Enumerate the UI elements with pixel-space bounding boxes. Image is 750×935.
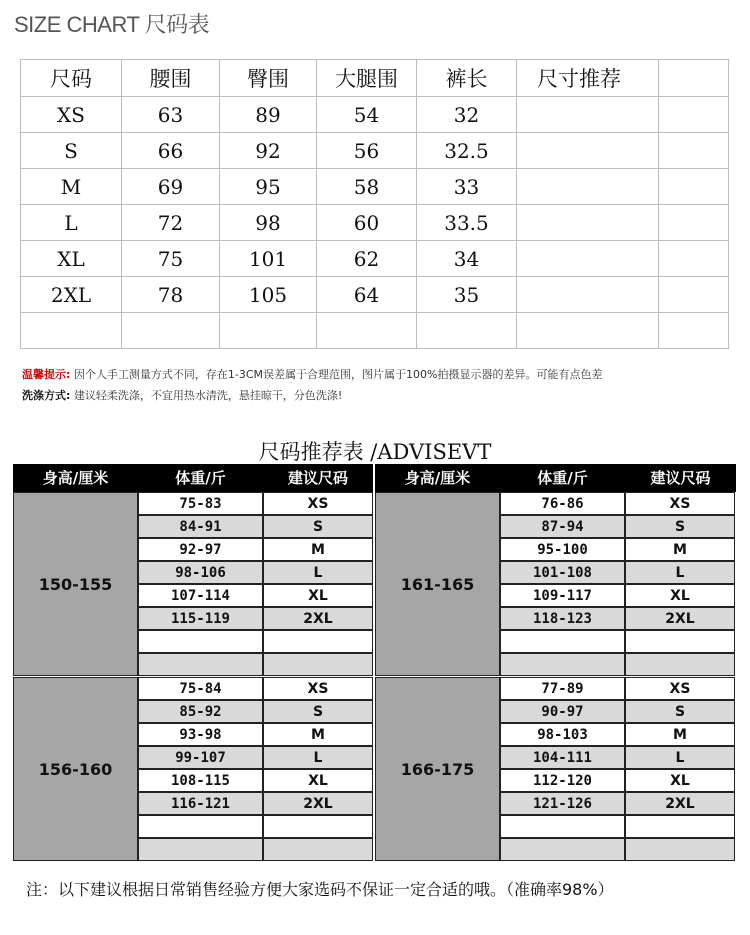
- table-cell: 32: [417, 97, 517, 133]
- size-cell: [263, 630, 373, 653]
- recommend-row: [138, 515, 373, 538]
- size-cell: [625, 653, 735, 676]
- recommend-grid: [13, 464, 736, 862]
- table-cell: [517, 97, 659, 133]
- recommend-row: [138, 492, 373, 515]
- table-cell: 54: [317, 97, 417, 133]
- size-cell: 2XL: [263, 792, 373, 815]
- weight-cell: 90-97: [500, 700, 625, 723]
- table-cell: 33.5: [417, 205, 517, 241]
- table-row: [21, 133, 729, 169]
- table-cell: L: [21, 205, 122, 241]
- table-cell: 66: [122, 133, 220, 169]
- weight-cell: 77-89: [500, 677, 625, 700]
- height-range-cell: 150-155: [13, 492, 138, 676]
- size-cell: XL: [263, 584, 373, 607]
- height-range-cell: 161-165: [375, 492, 500, 676]
- table-cell: 98: [220, 205, 317, 241]
- header-cell: 大腿围: [317, 60, 417, 97]
- recommend-row: [500, 792, 735, 815]
- recommend-row: [500, 700, 735, 723]
- recommend-row: [138, 815, 373, 838]
- size-chart-table: [20, 59, 729, 349]
- recommend-row: [500, 607, 735, 630]
- table-cell: 64: [317, 277, 417, 313]
- page-title: SIZE CHART 尺码表: [14, 12, 210, 37]
- wash-label: 洗涤方式:: [22, 389, 71, 402]
- table-cell: 78: [122, 277, 220, 313]
- recommend-row: [500, 630, 735, 653]
- header-cell: 腰围: [122, 60, 220, 97]
- size-cell: [625, 838, 735, 861]
- recommend-title: 尺码推荐表 /ADVISEVT: [258, 440, 492, 464]
- recommend-row: [138, 746, 373, 769]
- size-cell: XS: [263, 677, 373, 700]
- size-cell: XS: [625, 677, 735, 700]
- header-cell: 裤长: [417, 60, 517, 97]
- size-cell: L: [263, 746, 373, 769]
- table-cell: 62: [317, 241, 417, 277]
- table-cell: [659, 133, 729, 169]
- table-row-empty: [21, 313, 729, 349]
- size-cell: XL: [625, 769, 735, 792]
- recommend-row: [138, 584, 373, 607]
- recommend-row: [138, 538, 373, 561]
- header-cell: 尺寸推荐: [517, 60, 659, 97]
- weight-cell: 75-83: [138, 492, 263, 515]
- table-cell: S: [21, 133, 122, 169]
- recommend-row: [500, 838, 735, 861]
- weight-cell: [138, 815, 263, 838]
- table-cell: [659, 97, 729, 133]
- weight-cell: 108-115: [138, 769, 263, 792]
- recommend-row: [138, 630, 373, 653]
- recommend-row: [138, 792, 373, 815]
- table-cell: 2XL: [21, 277, 122, 313]
- recommend-row: [500, 492, 735, 515]
- table-cell: 75: [122, 241, 220, 277]
- recommend-row: [500, 769, 735, 792]
- recommend-row: [500, 677, 735, 700]
- recommend-row: [138, 769, 373, 792]
- header-cell: 尺码: [21, 60, 122, 97]
- table-cell: 58: [317, 169, 417, 205]
- footer-note: 注：以下建议根据日常销售经验方便大家选码不保证一定合适的哦。（准确率98%）: [26, 880, 614, 899]
- size-cell: M: [625, 538, 735, 561]
- table-row: [21, 205, 729, 241]
- weight-cell: 98-103: [500, 723, 625, 746]
- table-cell: 56: [317, 133, 417, 169]
- table-cell: [517, 205, 659, 241]
- weight-cell: [500, 630, 625, 653]
- table-row: [21, 277, 729, 313]
- table-cell: [659, 241, 729, 277]
- weight-cell: [138, 838, 263, 861]
- size-cell: L: [263, 561, 373, 584]
- header-size: 建议尺码: [263, 464, 373, 492]
- weight-cell: 118-123: [500, 607, 625, 630]
- table-row: [21, 241, 729, 277]
- tip-label: 温馨提示:: [22, 368, 71, 381]
- weight-cell: 104-111: [500, 746, 625, 769]
- table-cell: 95: [220, 169, 317, 205]
- table-cell: [517, 277, 659, 313]
- height-range-cell: 156-160: [13, 677, 138, 861]
- recommend-row: [500, 723, 735, 746]
- recommend-row: [500, 538, 735, 561]
- wash-text: 建议轻柔洗涤，不宜用热水清洗，悬挂晾干，分色洗涤!: [73, 389, 343, 402]
- table-cell: 60: [317, 205, 417, 241]
- header-height: 身高/厘米: [13, 464, 138, 492]
- recommend-row: [138, 561, 373, 584]
- recommend-row: [500, 515, 735, 538]
- header-cell: 臀围: [220, 60, 317, 97]
- recommend-row: [500, 653, 735, 676]
- table-cell: 35: [417, 277, 517, 313]
- recommend-row: [138, 653, 373, 676]
- weight-cell: 116-121: [138, 792, 263, 815]
- table-cell: 92: [220, 133, 317, 169]
- table-cell: [659, 277, 729, 313]
- size-cell: [263, 838, 373, 861]
- header-height: 身高/厘米: [375, 464, 500, 492]
- recommend-row: [138, 677, 373, 700]
- recommend-row: [500, 584, 735, 607]
- size-cell: S: [625, 515, 735, 538]
- table-cell: XL: [21, 241, 122, 277]
- header-weight: 体重/斤: [138, 464, 263, 492]
- size-cell: XS: [625, 492, 735, 515]
- height-range-cell: 166-175: [375, 677, 500, 861]
- table-cell: [659, 169, 729, 205]
- size-chart-header-row: [21, 60, 729, 97]
- size-cell: S: [263, 515, 373, 538]
- size-cell: [625, 630, 735, 653]
- table-cell: [659, 205, 729, 241]
- table-cell: 101: [220, 241, 317, 277]
- table-cell: [517, 241, 659, 277]
- recommend-row: [138, 723, 373, 746]
- recommend-row: [500, 815, 735, 838]
- table-cell: [517, 169, 659, 205]
- table-cell: 34: [417, 241, 517, 277]
- tip-text: 因个人手工测量方式不同，存在1-3CM误差属于合理范围，图片属于100%拍摄显示器的差异。可能有点色差: [73, 368, 603, 381]
- header-size: 建议尺码: [625, 464, 736, 492]
- weight-cell: 109-117: [500, 584, 625, 607]
- recommend-row: [500, 746, 735, 769]
- weight-cell: 98-106: [138, 561, 263, 584]
- table-cell: [517, 133, 659, 169]
- weight-cell: [138, 653, 263, 676]
- size-cell: M: [625, 723, 735, 746]
- size-cell: 2XL: [625, 792, 735, 815]
- wash-note: [22, 387, 342, 403]
- weight-cell: [138, 630, 263, 653]
- table-row: [21, 97, 729, 133]
- weight-cell: 121-126: [500, 792, 625, 815]
- weight-cell: 107-114: [138, 584, 263, 607]
- weight-cell: 112-120: [500, 769, 625, 792]
- table-cell: M: [21, 169, 122, 205]
- weight-cell: [500, 815, 625, 838]
- table-cell: 33: [417, 169, 517, 205]
- weight-cell: 84-91: [138, 515, 263, 538]
- weight-cell: 75-84: [138, 677, 263, 700]
- weight-cell: 92-97: [138, 538, 263, 561]
- size-cell: S: [263, 700, 373, 723]
- size-cell: [263, 653, 373, 676]
- table-cell: 72: [122, 205, 220, 241]
- size-cell: M: [263, 723, 373, 746]
- table-cell: 63: [122, 97, 220, 133]
- size-cell: L: [625, 746, 735, 769]
- size-cell: S: [625, 700, 735, 723]
- weight-cell: 87-94: [500, 515, 625, 538]
- tip-note: [22, 366, 603, 382]
- table-row: [21, 169, 729, 205]
- weight-cell: [500, 653, 625, 676]
- size-cell: 2XL: [263, 607, 373, 630]
- weight-cell: 95-100: [500, 538, 625, 561]
- table-cell: 32.5: [417, 133, 517, 169]
- recommend-row: [138, 838, 373, 861]
- weight-cell: 101-108: [500, 561, 625, 584]
- table-cell: 69: [122, 169, 220, 205]
- weight-cell: [500, 838, 625, 861]
- table-cell: XS: [21, 97, 122, 133]
- table-cell: 89: [220, 97, 317, 133]
- recommend-row: [500, 561, 735, 584]
- header-weight: 体重/斤: [500, 464, 625, 492]
- weight-cell: 85-92: [138, 700, 263, 723]
- recommend-row: [138, 607, 373, 630]
- size-cell: M: [263, 538, 373, 561]
- weight-cell: 76-86: [500, 492, 625, 515]
- weight-cell: 93-98: [138, 723, 263, 746]
- weight-cell: 115-119: [138, 607, 263, 630]
- header-cell: [659, 60, 729, 97]
- size-cell: L: [625, 561, 735, 584]
- size-cell: XL: [625, 584, 735, 607]
- size-cell: [625, 815, 735, 838]
- recommend-row: [138, 700, 373, 723]
- size-cell: [263, 815, 373, 838]
- size-cell: XS: [263, 492, 373, 515]
- weight-cell: 99-107: [138, 746, 263, 769]
- size-cell: 2XL: [625, 607, 735, 630]
- table-cell: 105: [220, 277, 317, 313]
- size-cell: XL: [263, 769, 373, 792]
